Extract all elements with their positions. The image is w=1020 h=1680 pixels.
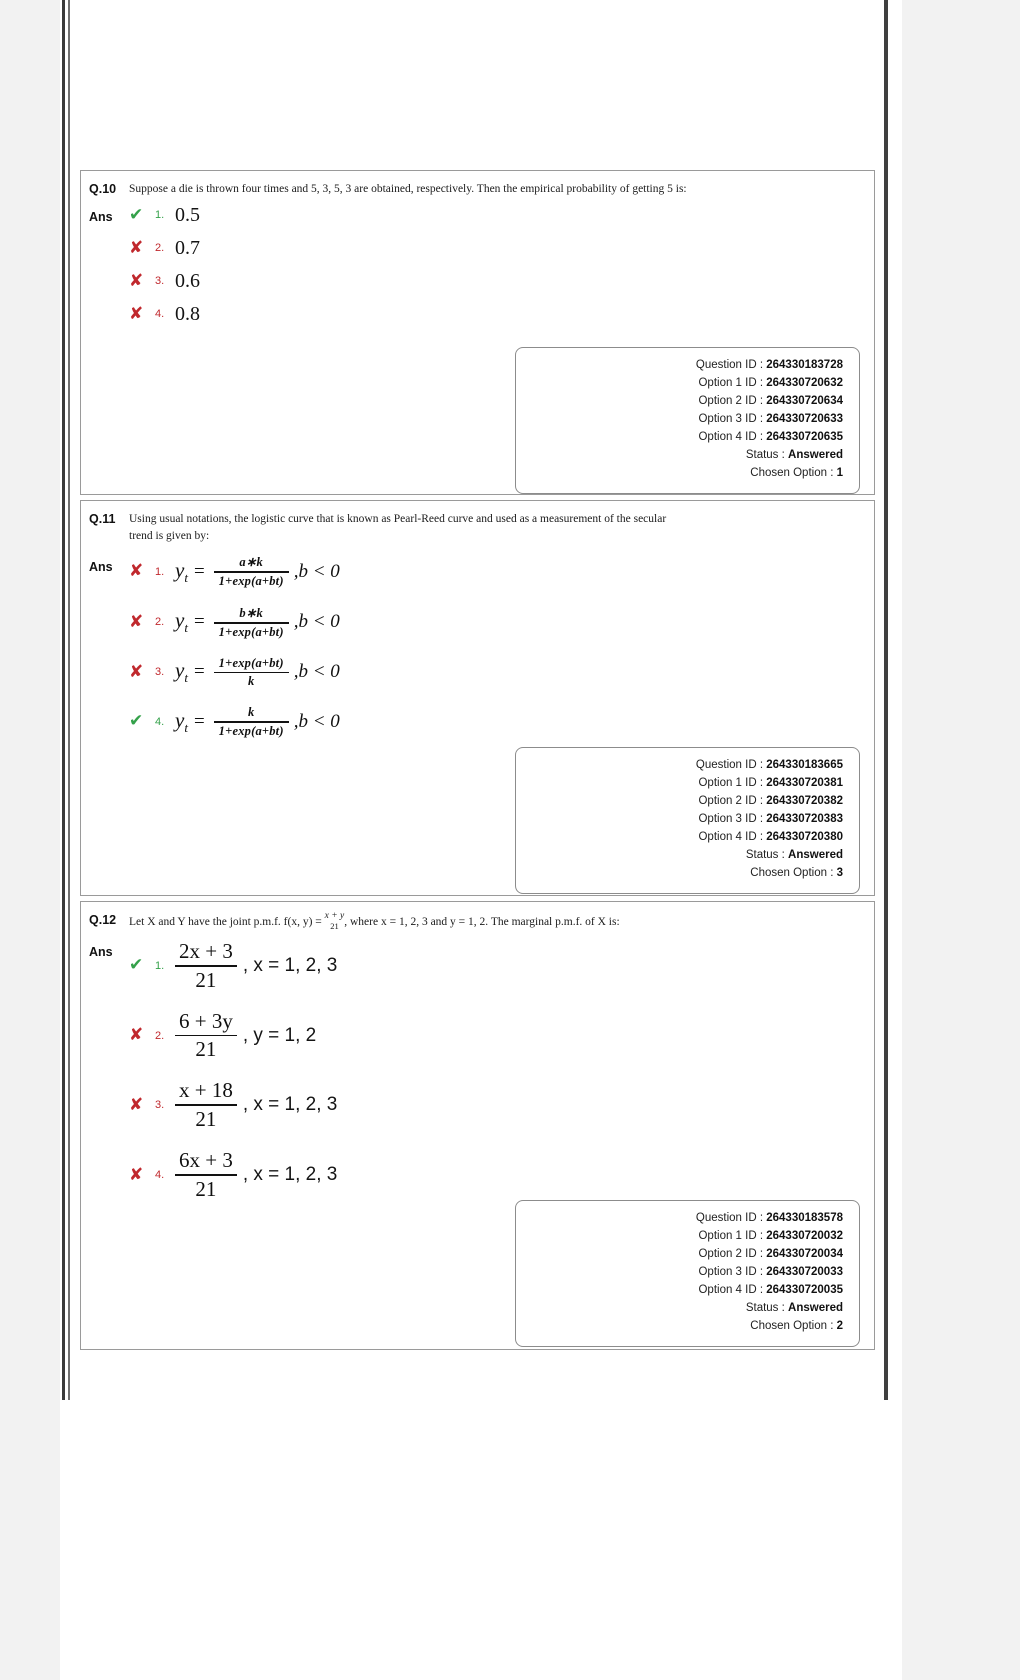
status-row [516,1300,843,1318]
fraction-bar [214,721,289,723]
question-text-line1: Using usual notations, the logistic curve that is known as Pearl-Reed curve and used as a measurement of the secular [129,513,667,525]
fraction-bar [214,672,289,674]
ans-label: Ans [89,944,113,959]
option3-id-row [516,811,843,829]
option-row[interactable] [129,1009,866,1063]
option-text: 0.6 [175,269,200,292]
wrong-cross-icon: ✘ [129,303,144,324]
option3-id-value: 264330720033 [766,1265,843,1278]
option2-id-label: Option 2 ID : [698,794,764,807]
fraction [175,1009,237,1063]
question-number: Q.12 [89,913,117,927]
fraction-numerator: b∗k [239,605,263,620]
fraction [214,554,289,589]
ans-label: Ans [89,560,113,575]
fraction-denominator: 21 [330,920,339,931]
option-row[interactable] [129,1148,866,1202]
option-number: 3. [155,666,165,679]
fraction-numerator: x + y [324,911,345,921]
option3-id-value: 264330720633 [766,412,843,425]
fraction-bar [175,1035,237,1037]
answer-section [81,931,874,1222]
option-domain: , x = 1, 2, 3 [242,1164,338,1186]
option-text: 0.7 [175,236,200,259]
question-header [81,171,874,198]
fraction-numerator: k [247,705,255,720]
option-number: 4. [155,308,165,321]
question-text [129,912,620,931]
fraction [214,605,289,640]
option2-id-value: 264330720034 [766,1247,843,1260]
status-value: Answered [788,848,843,861]
question-number: Q.11 [89,512,116,526]
page-left-rule [62,0,65,1400]
question-number: Q.10 [89,182,117,196]
question-header [81,501,874,544]
option-number: 1. [155,209,165,222]
formula-lhs: $y_t$ [175,707,188,736]
option4-id-value: 264330720635 [766,430,843,443]
chosen-option-value: 1 [836,466,843,479]
option-formula [175,1009,316,1063]
option-formula [175,1078,337,1132]
fraction-numerator: 1+exp(a+bt) [218,655,284,670]
fraction-numerator: a∗k [239,555,263,570]
option-number: 1. [155,959,165,972]
option3-id-label: Option 3 ID : [698,1265,764,1278]
option4-id-value: 264330720035 [766,1283,843,1296]
option-row[interactable] [129,1078,866,1132]
status-row [516,847,843,865]
formula-condition: ,b < 0 [293,710,340,732]
answer-section [81,544,874,758]
question-text: Suppose a die is thrown four times and 5, 3, 5, 3 are obtained, respectively. Then the empirical probability of getting 5 is: [129,183,687,195]
equals-sign: = [193,710,205,732]
wrong-cross-icon: ✘ [129,611,144,632]
chosen-option-row [516,1318,843,1336]
formula-lhs: $y_t$ [175,557,188,585]
question-id-value: 264330183728 [766,359,843,371]
question-meta-box [515,1200,860,1347]
option4-id-row [516,829,843,847]
option-formula [175,605,340,640]
equals-sign: = [193,560,205,582]
option-row[interactable] [129,939,866,993]
option-number: 2. [155,242,165,255]
option-row[interactable] [129,204,866,227]
option2-id-label: Option 2 ID : [698,394,764,407]
option4-id-row [516,429,843,447]
question-block-q10 [80,170,875,495]
option-number: 4. [155,715,165,728]
option-formula [175,939,337,993]
question-text-after: , where x = 1, 2, 3 and y = 1, 2. The marginal p.m.f. of X is: [344,915,620,928]
option4-id-row [516,1282,843,1300]
equals-sign: = [193,661,205,683]
chosen-option-row [516,465,843,483]
option1-id-row [516,775,843,793]
fraction-bar [175,1174,237,1176]
question-text-before: Let X and Y have the joint p.m.f. f(x, y) = [129,915,325,928]
formula-condition: ,b < 0 [293,611,340,633]
status-value: Answered [788,448,843,461]
question-text-line2: trend is given by: [129,529,210,542]
fraction-denominator: 21 [195,1177,217,1202]
option2-id-row [516,793,843,811]
status-label: Status : [745,848,785,861]
status-value: Answered [788,1301,843,1314]
option-row[interactable] [129,270,866,293]
option-number: 1. [155,565,165,578]
wrong-cross-icon: ✘ [129,661,144,682]
option2-id-label: Option 2 ID : [698,1247,764,1260]
option3-id-label: Option 3 ID : [698,812,764,825]
fraction [175,939,237,993]
question-id-value: 264330183578 [766,1212,843,1224]
option-row[interactable] [129,705,866,739]
chosen-option-value: 2 [836,1319,843,1332]
option1-id-label: Option 1 ID : [698,1229,764,1242]
question-id-row [516,757,843,775]
option-formula [175,1148,337,1202]
option4-id-label: Option 4 ID : [698,430,764,443]
option-row[interactable] [129,656,866,690]
correct-check-icon: ✔ [129,955,144,976]
fraction [175,1078,237,1132]
formula-lhs: $y_t$ [175,658,188,686]
chosen-option-value: 3 [836,866,843,879]
fraction-denominator: 21 [195,967,217,992]
option-formula [175,656,340,690]
option-number: 3. [155,1099,165,1112]
formula-condition: ,b < 0 [293,661,340,683]
formula-condition: ,b < 0 [293,560,340,582]
fraction-numerator: 6x + 3 [179,1148,233,1173]
fraction-bar [214,622,289,624]
formula-lhs: $y_t$ [175,608,188,636]
inline-fraction [325,912,345,931]
correct-check-icon: ✔ [129,204,144,225]
fraction-numerator: 2x + 3 [179,938,233,963]
page-left-rule-inner [68,0,70,1400]
option4-id-label: Option 4 ID : [698,1283,764,1296]
option1-id-label: Option 1 ID : [698,376,764,389]
option-formula [175,705,340,739]
fraction-bar [175,1104,237,1106]
question-id-label: Question ID : [695,359,764,371]
fraction-denominator: 21 [195,1107,217,1132]
question-meta-box [515,347,860,494]
chosen-option-label: Chosen Option : [750,466,834,479]
option3-id-row [516,1264,843,1282]
option-list [129,204,866,336]
option-text: 0.5 [175,203,200,226]
option-row[interactable] [129,605,866,640]
option3-id-value: 264330720383 [766,812,843,825]
chosen-option-label: Chosen Option : [750,1319,834,1332]
fraction-bar [214,571,289,573]
wrong-cross-icon: ✘ [129,1025,144,1046]
option-formula [175,554,340,589]
option1-id-row [516,375,843,393]
status-label: Status : [745,1301,785,1314]
option2-id-row [516,1246,843,1264]
option2-id-row [516,393,843,411]
question-id-label: Question ID : [695,1212,764,1224]
option3-id-row [516,411,843,429]
question-id-label: Question ID : [695,759,764,771]
fraction-denominator: 1+exp(a+bt) [218,723,284,738]
option-number: 2. [155,1029,165,1042]
option1-id-value: 264330720381 [766,776,843,789]
option-domain: , y = 1, 2 [242,1024,317,1046]
option-domain: , x = 1, 2, 3 [242,954,338,976]
option-text: 0.8 [175,302,200,325]
option1-id-value: 264330720632 [766,376,843,389]
option-list [129,939,866,1212]
wrong-cross-icon: ✘ [129,1164,144,1185]
fraction-denominator: 21 [195,1037,217,1062]
option2-id-value: 264330720634 [766,394,843,407]
question-text [129,511,666,544]
question-meta-box [515,747,860,894]
answer-section [81,198,874,346]
fraction [175,1148,237,1202]
option-domain: , x = 1, 2, 3 [242,1094,338,1116]
fraction-bar [175,965,237,967]
option1-id-value: 264330720032 [766,1229,843,1242]
page-right-rule [884,0,888,1400]
fraction-numerator: x + 18 [179,1078,233,1103]
fraction [214,705,289,739]
option1-id-label: Option 1 ID : [698,776,764,789]
option1-id-row [516,1228,843,1246]
question-id-row [516,1210,843,1228]
question-block-q11 [80,500,875,896]
wrong-cross-icon: ✘ [129,237,144,258]
status-label: Status : [745,448,785,461]
wrong-cross-icon: ✘ [129,561,144,582]
question-block-q12 [80,901,875,1350]
fraction-numerator: 6 + 3y [179,1008,233,1033]
question-id-row [516,357,843,375]
correct-check-icon: ✔ [129,711,144,732]
fraction-denominator: 1+exp(a+bt) [218,573,284,588]
chosen-option-row [516,865,843,883]
option-list [129,554,866,748]
question-header [81,902,874,931]
option2-id-value: 264330720382 [766,794,843,807]
equals-sign: = [193,611,205,633]
option-number: 4. [155,1169,165,1182]
option4-id-value: 264330720380 [766,830,843,843]
option-row[interactable] [129,237,866,260]
option-row[interactable] [129,554,866,589]
question-id-value: 264330183665 [766,759,843,771]
ans-label: Ans [89,209,113,224]
wrong-cross-icon: ✘ [129,270,144,291]
status-row [516,447,843,465]
chosen-option-label: Chosen Option : [750,866,834,879]
wrong-cross-icon: ✘ [129,1094,144,1115]
option-row[interactable] [129,303,866,326]
option-number: 3. [155,275,165,288]
fraction [214,656,289,690]
option4-id-label: Option 4 ID : [698,830,764,843]
option-number: 2. [155,616,165,629]
fraction-denominator: 1+exp(a+bt) [218,624,284,639]
option3-id-label: Option 3 ID : [698,412,764,425]
fraction-denominator: k [247,674,255,689]
